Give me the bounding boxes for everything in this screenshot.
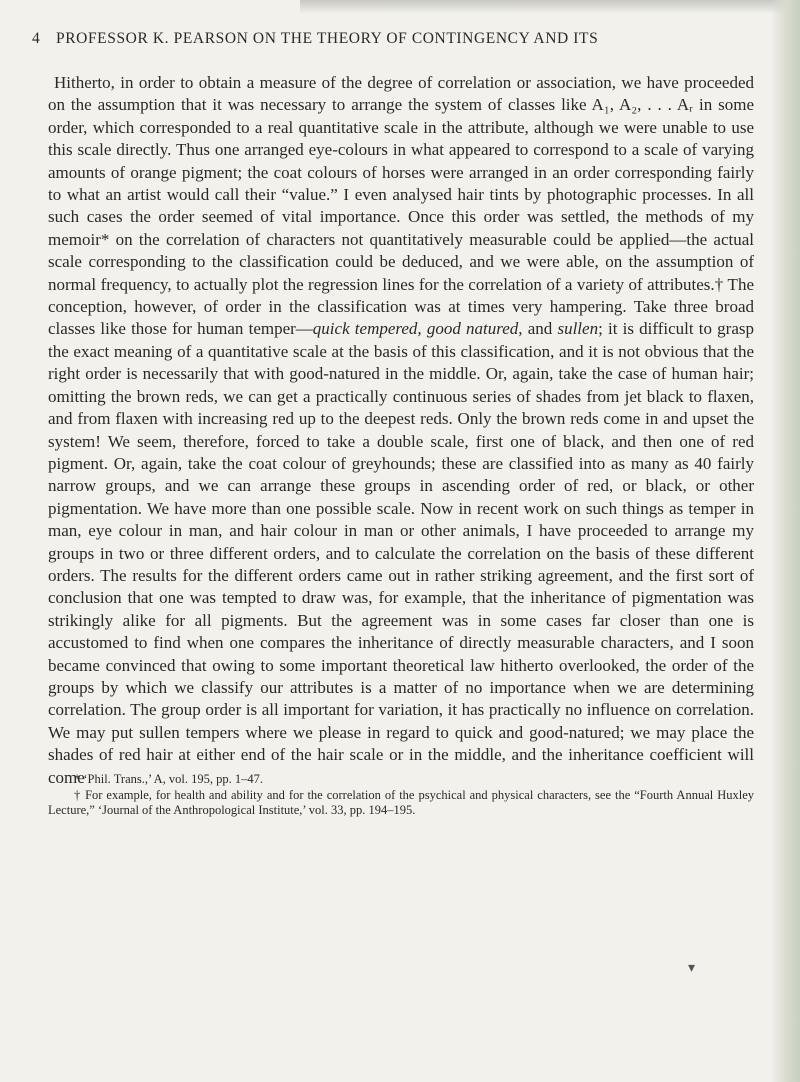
italic-temper-classes: quick tempered, good natured, bbox=[312, 319, 523, 339]
footnotes bbox=[48, 772, 754, 819]
footnote-2: † For example, for health and ability and for the correlation of the psychical and physical characters, see the “Fourth Annual Huxley Lecture,” ‘Journal of the Anthropological Institute,’ vol. 33, pp. 194–195. bbox=[48, 787, 754, 817]
scan-edge-right bbox=[770, 0, 800, 1082]
body-text-part-1: Hitherto, in order to obtain a measure of the degree of correlation or association, we have proceeded on the assumption that it was necessary to arrange the system of classes like A₁, A₂, . . . Aᵣ in some order, which corresponded to a real quantitative scale in the attribute, although we were unable to use this scale directly. Thus one arranged eye-colours in what appeared to correspond to a scale of varying amounts of orange pigment; the coat colours of horses were arranged in an order corresponding fairly to what an artist would call their “value.” I even analysed hair tints by photographic processes. In all such cases the order seemed of vital importance. Once this order was settled, the methods of my memoir* on the correlation of characters not quantitatively measurable could be applied—the actual scale corresponding to the classification could be deduced, and we were able, on the assumption of normal frequency, to actually plot the regression lines for the correlation of a variety of attributes.† The conception, however, of order in the classification was at times very hampering. Take three broad classes like those for human temper— bbox=[48, 73, 754, 339]
scan-edge-top bbox=[300, 0, 800, 14]
body-text-part-2: ; it is difficult to grasp the exact meaning of a quantitative scale at the basis of this classification, and it is not obvious that the right order is necessarily that with good-natured in the middle. Or, again, take the case of human hair; omitting the brown reds, we can get a practically continuous series of shades from jet black to flaxen, and from flaxen with increasing red up to the deepest reds. Only the brown reds come in and upset the system! We seem, therefore, forced to take a double scale, first one of black, and then one of red pigment. Or, again, take the coat colour of greyhounds; these are classified into as many as 40 fairly narrow groups, and we can arrange these groups in ascending order of red, or black, or other pigmentation. We have more than one possible scale. Now in recent work on such things as temper in man, eye colour in man, and hair colour in man or other animals, I have proceeded to arrange my groups in two or three different orders, and to calculate the correlation on the basis of these different orders. The results for the different orders came out in rather striking agreement, and the first sort of conclusion that one was tempted to draw was, for example, that the inheritance of pigmentation was strikingly alike for all pigments. But the agreement was in some cases far closer than one is accustomed to find when one compares the inheritance of directly measurable characters, and I soon became convinced that owing to some important theoretical law hitherto overlooked, the order of the groups by which we classify our attributes is a matter of no importance when we are determining correlation. The group order is all important for variation, it has practically no influence on correlation. We may put sullen tempers where we please in regard to quick and good-natured; we may place the shades of red hair at either end of the hair scale or in the middle, and the inheritance coefficient will come bbox=[48, 319, 755, 787]
conjunction-and: and bbox=[522, 319, 558, 339]
running-header bbox=[32, 30, 772, 52]
footnote-1: * ‘Phil. Trans.,’ A, vol. 195, pp. 1–47. bbox=[74, 772, 264, 786]
running-title: PROFESSOR K. PEARSON ON THE THEORY OF CONTINGENCY AND ITS bbox=[56, 30, 599, 47]
italic-sullen: sullen bbox=[557, 319, 599, 339]
body-paragraph bbox=[48, 72, 754, 789]
signature-mark: ▾ bbox=[688, 961, 696, 976]
page-number: 4 bbox=[32, 30, 41, 47]
